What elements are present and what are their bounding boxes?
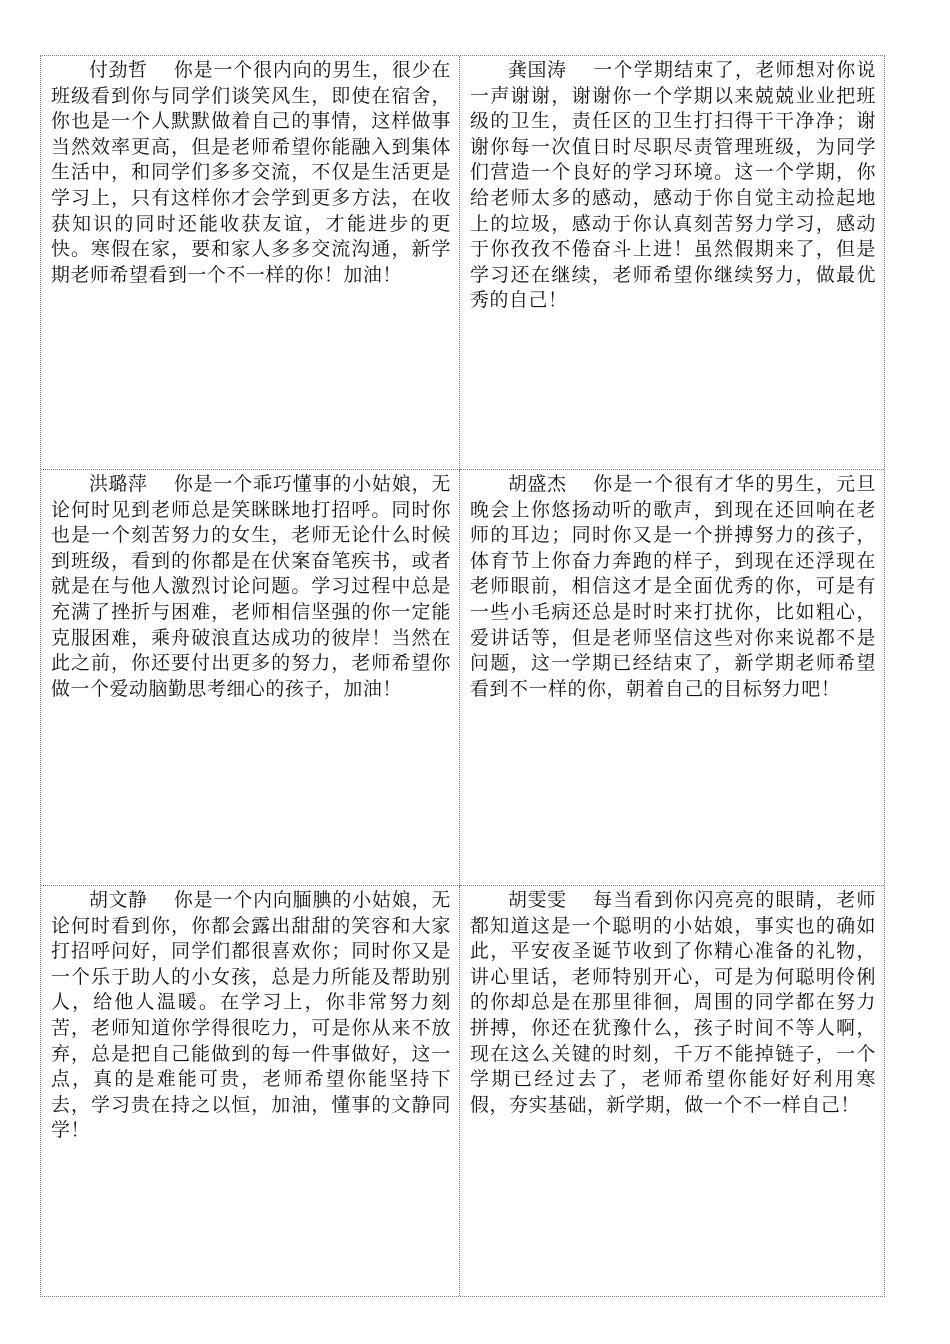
comment-cell: [460, 470, 884, 886]
student-name: 胡盛杰: [508, 473, 567, 495]
comment-paragraph: [51, 472, 451, 702]
student-name: 胡文静: [89, 889, 148, 911]
comment-text: 你是一个乖巧懂事的小姑娘，无论何时见到老师总是笑眯眯地打招呼。同时你也是一个刻苦努力的女生，老师无论什么时候到班级，看到的你都是在伏案奋笔疾书，或者就是在与他人激烈讨论问题。学习过程中总是充满了挫折与困难，老师相信坚强的你一定能克服困难，乘舟破浪直达成功的彼岸！当然在此之前，你还要付出更多的努力，老师希望你做一个爱动脑勤思考细心的孩子，加油！: [51, 473, 451, 700]
comment-text: 你是一个内向腼腆的小姑娘，无论何时看到你，你都会露出甜甜的笑容和大家打招呼问好，同学们都很喜欢你；同时你又是一个乐于助人的小女孩，总是力所能及帮助别人，给他人温暖。在学习上，你非常努力刻苦，老师知道你学得很吃力，可是你从来不放弃，总是把自己能做到的每一件事做好，这一点，真的是难能可贵，老师希望你能坚持下去，学习贵在持之以恒，加油，懂事的文静同学！: [51, 889, 451, 1142]
comment-paragraph: [470, 472, 876, 702]
comment-cell: [41, 470, 460, 886]
comment-paragraph: [51, 888, 451, 1144]
comment-text: 你是一个很有才华的男生，元旦晚会上你悠扬动听的歌声，到现在还回响在老师的耳边；同时你又是一个拼搏努力的孩子，体育节上你奋力奔跑的样子，到现在还浮现在老师眼前，相信这才是全面优秀的你，可是有一些小毛病还总是时时来打扰你，比如粗心，爱讲话等，但是老师坚信这些对你来说都不是问题，这一学期已经结束了，新学期老师希望看到不一样的你，朝着自己的目标努力吧！: [470, 473, 876, 700]
comment-text: 你是一个很内向的男生，很少在班级看到你与同学们谈笑风生，即使在宿舍，你也是一个人默默做着自己的事情，这样做事当然效率更高，但是老师希望你能融入到集体生活中，和同学们多多交流，不仅是生活更是学习上，只有这样你才会学到更多方法，在收获知识的同时还能收获友谊，才能进步的更快。寒假在家，要和家人多多交流沟通，新学期老师希望看到一个不一样的你！加油！: [51, 59, 451, 286]
comment-cell: [460, 56, 884, 470]
comment-text: 每当看到你闪亮亮的眼睛，老师都知道这是一个聪明的小姑娘，事实也的确如此，平安夜圣诞节收到了你精心准备的礼物，讲心里话，老师特别开心，可是为何聪明伶俐的你却总是在那里徘徊，周围的同学都在努力拼搏，你还在犹豫什么，孩子时间不等人啊，现在这么关键的时刻，千万不能掉链子，一个学期已经过去了，老师希望你能好好利用寒假，夯实基础，新学期，做一个不一样自己！: [470, 889, 876, 1116]
student-name: 洪璐萍: [89, 473, 148, 495]
comment-sheet: [40, 55, 885, 1297]
student-name: 付劲哲: [89, 59, 148, 81]
comment-cell: [41, 886, 460, 1296]
comment-paragraph: [51, 58, 451, 288]
comment-text: 一个学期结束了，老师想对你说一声谢谢，谢谢你一个学期以来兢兢业业把班级的卫生，责任区的卫生打扫得干干净净；谢谢你每一次值日时尽职尽责管理班级，为同学们营造一个良好的学习环境。这一个学期，你给老师太多的感动，感动于你自觉主动捡起地上的垃圾，感动于你认真刻苦努力学习，感动于你孜孜不倦奋斗上进！虽然假期来了，但是学习还在继续，老师希望你继续努力，做最优秀的自己！: [470, 59, 876, 312]
comment-paragraph: [470, 58, 876, 314]
comment-paragraph: [470, 888, 876, 1118]
comment-cell: [41, 56, 460, 470]
student-name: 胡雯雯: [508, 889, 567, 911]
student-name: 龚国涛: [508, 59, 567, 81]
comment-cell: [460, 886, 884, 1296]
